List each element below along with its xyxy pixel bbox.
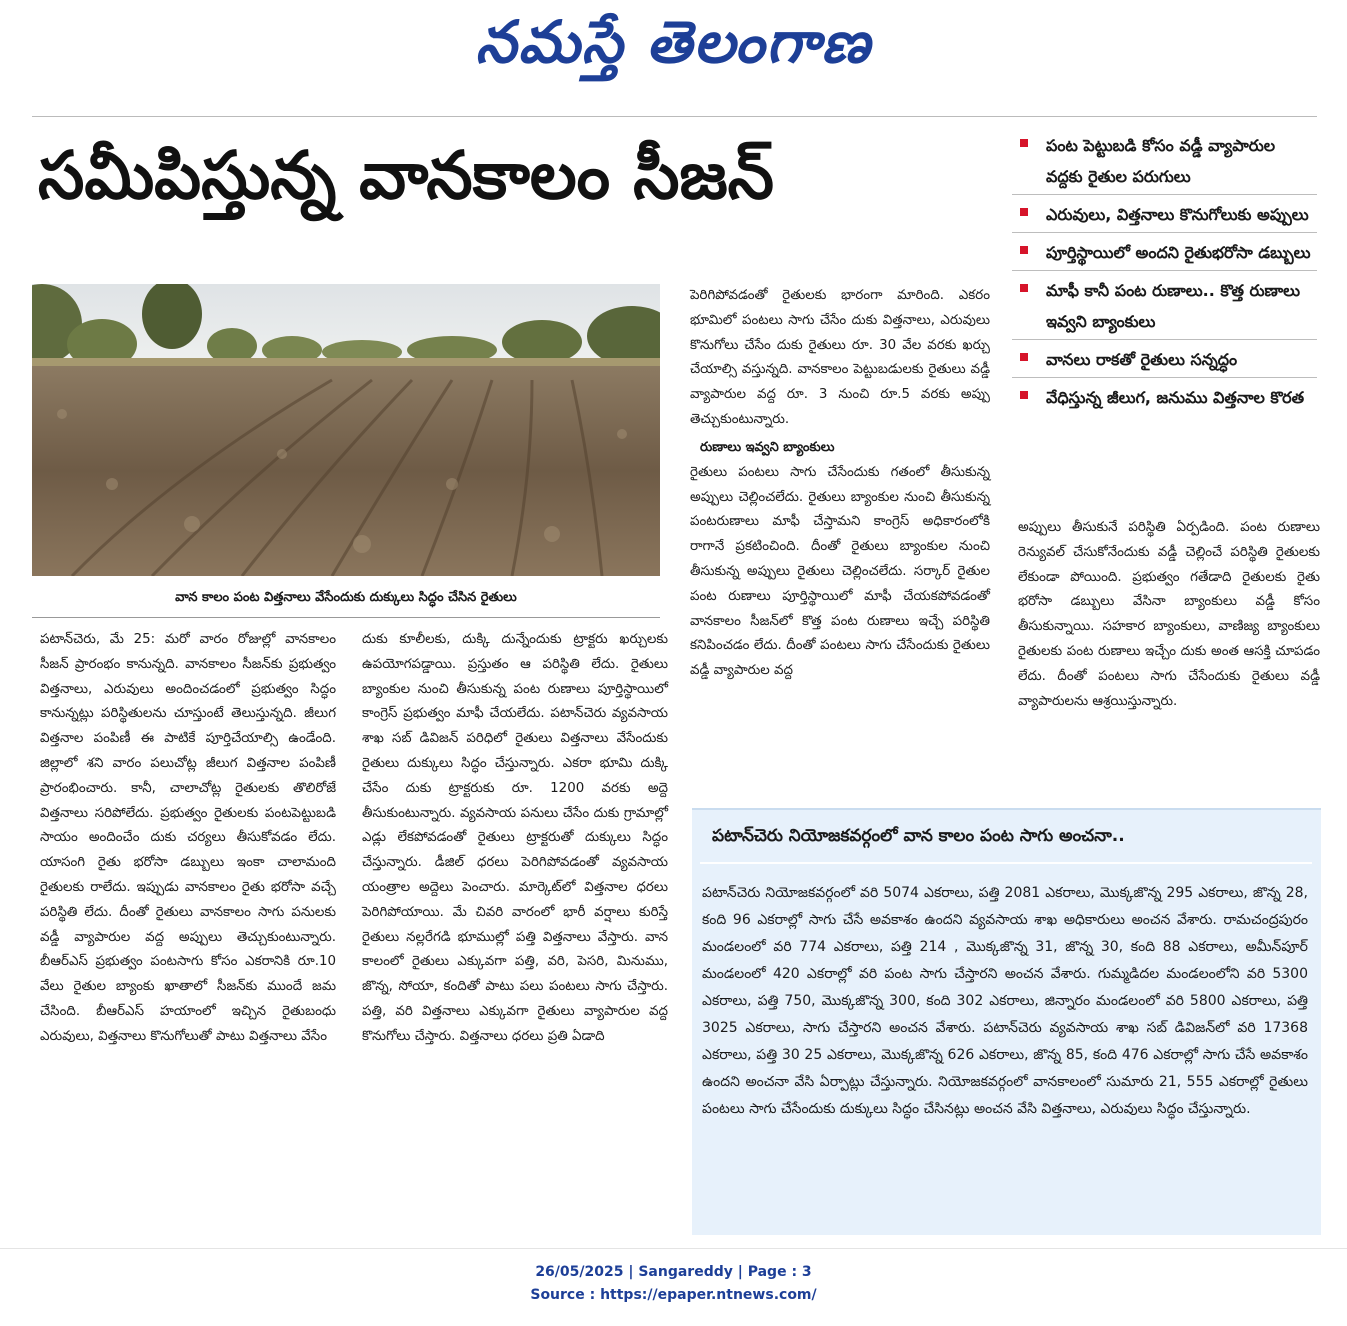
article-photo [32, 284, 660, 576]
footer-date-edition-page: 26/05/2025 | Sangareddy | Page : 3 [535, 1264, 812, 1280]
highlight-item [1012, 237, 1317, 271]
highlight-text: వేధిస్తున్న జీలుగ, జనుము విత్తనాల కొరత [1046, 388, 1305, 407]
article-headline: సమీపిస్తున్న వానకాలం సీజన్ [38, 137, 774, 214]
top-divider [32, 116, 1317, 117]
highlight-item [1012, 275, 1317, 340]
footer-source: Source : https://epaper.ntnews.com/ [530, 1287, 817, 1303]
bullet-square-icon [1020, 208, 1028, 216]
highlight-item [1012, 344, 1317, 378]
article-column-4: అప్పులు తీసుకునే పరిస్థితి ఏర్పడింది. పంట రుణాలు రెన్యువల్ చేసుకోనేందుకు వడ్డీ చెల్లించే పరిస్థితి రైతులకు లేకుండా పోయింది. ప్రభుత్వం గతేడాది రైతులకు రైతు భరోసా డబ్బులు వేసినా బ్యాంకులు వడ్డీ కోసం తీసుకున్నాయి. సహకార బ్యాంకులు, వాణిజ్య బ్యాంకులు రైతులకు పంట రుణాలు ఇచ్చేం దుకు అంత ఆసక్తి చూపడం లేదు. దీంతో పంటలు సాగు చేసేందుకు రైతులు వడ్డీ వ్యాపారులను ఆశ్రయిస్తున్నారు. [1018, 520, 1320, 709]
highlight-text: మాఫీ కానీ పంట రుణాలు.. కొత్త రుణాలు ఇవ్వని బ్యాంకులు [1046, 281, 1301, 331]
article-column-3 [690, 284, 990, 684]
article-subheading: రుణాలు ఇవ్వని బ్యాంకులు [700, 439, 835, 455]
highlight-item [1012, 199, 1317, 233]
highlights-list [1012, 130, 1317, 419]
highlight-text: ఎరువులు, విత్తనాలు కొనుగోలుకు అప్పులు [1046, 205, 1309, 224]
box-body-text: పటాన్‌చెరు నియోజకవర్గంలో వరి 5074 ఎకరాలు, పత్తి 2081 ఎకరాలు, మొక్కజొన్న 295 ఎకరాలు, జొన్న 28, కంది 96 ఎకరాల్లో సాగు చేసే అవకాశం ఉందని వ్యవసాయ శాఖ అధికారులు అంచన వేశారు. రామచంద్రపురం మండలంలో వరి 774 ఎకరాలు, పత్తి 214 , మొక్కజొన్న 31, జొన్న 30, కంది 88 ఎకరాలు, అమీన్‌పూర్ మండలంలో 420 ఎకరాల్లో వరి పంట సాగు చేస్తారని అంచన వేశారు. గుమ్మడిదల మండలంలోని వరి 5300 ఎకరాలు, పత్తి 750, మొక్కజొన్న 300, కంది 302 ఎకరాలు, జిన్నారం మండలంలో వరి 5800 ఎకరాలు, పత్తి 3025 ఎకరాలు, సాగు చేస్తారని అంచన వేశారు. పటాన్‌చెరు వ్యవసాయ శాఖ సబ్ డివిజన్‌లో వరి 17368 ఎకరాలు, పత్తి 30 25 ఎకరాలు, మొక్కజొన్న 626 ఎకరాలు, జొన్న 85, కంది 476 ఎకరాల్లో సాగు చేసే అవకాశం ఉందని అంచనా వేసి ఏర్పాట్లు చేస్తున్నారు. నియోజకవర్గంలో వానకాలంలో సుమారు 21, 555 ఎకరాల్లో రైతులు పంటలు సాగు చేసేందుకు దుక్కులు సిద్ధం చేసినట్లు అంచన వేసి విత్తనాలు, ఎరువులు సిద్ధం చేస్తున్నారు. [702, 885, 1308, 1117]
newspaper-masthead: నమస్తే తెలంగాణ [475, 8, 872, 76]
highlight-text: వానలు రాకతో రైతులు సన్నద్ధం [1046, 350, 1238, 369]
article-paragraph: పెరిగిపోవడంతో రైతులకు భారంగా మారింది. ఎకరం భూమిలో పంటలు సాగు చేసేం దుకు విత్తనాలు, ఎరువులు కొనుగోలు చేసేం దుకు రైతులు రూ. 30 వేల వరకు ఖర్చు చేయాల్సి వస్తున్నది. వానకాలం పెట్టుబడులకు రైతులు వడ్డీ వ్యాపారుల వద్ద రూ. 3 నుంచి రూ.5 వరకు అప్పు తెచ్చుకుంటున్నారు. [690, 288, 990, 427]
bullet-square-icon [1020, 391, 1028, 399]
footer-divider [0, 1248, 1347, 1249]
article-column-2: దుకు కూలీలకు, దుక్కి దున్నేందుకు ట్రాక్టరు ఖర్చులకు ఉపయోగపడ్డాయి. ప్రస్తుతం ఆ పరిస్థితి లేదు. రైతులు బ్యాంకుల నుంచి తీసుకున్న పంట రుణాలు పూర్తిస్థాయిలో కాంగ్రెస్ ప్రభుత్వం మాఫీ చేయలేదు. పటాన్‌చెరు వ్యవసాయ శాఖ సబ్ డివిజన్ పరిధిలో రైతులు విత్తనాలు వేసేందుకు రైతులు దుక్కులు సిద్ధం చేస్తున్నారు. ఎకరా భూమి దుక్కి చేసేం దుకు ట్రాక్టరుకు రూ. 1200 వరకు అద్దె తీసుకుంటున్నారు. వ్యవసాయ పనులు చేసేం దుకు గ్రామాల్లో ఎడ్లు లేకపోవడంతో రైతులు ట్రాక్టరుతో దుక్కులు సిద్ధం చేస్తున్నారు. డీజిల్ ధరలు పెరిగిపోవడంతో వ్యవసాయ యంత్రాల అద్దెలు పెంచారు. మార్కెట్‌లో విత్తనాల ధరలు పెరిగిపోయాయి. మే చివరి వారంలో భారీ వర్షాలు కురిస్తే రైతులు నల్లరేగడి భూముల్లో పత్తి విత్తనాలు వేస్తారు. వాన కాలంలో రైతులు ఎక్కువగా పత్తి, వరి, పెసరి, మినుము, జొన్న, సోయా, కందితో పాటు పలు పంటలు సాగు చేస్తారు. పత్తి, వరి విత్తనాలు ఎక్కువగా రైతులు వ్యాపారుల వద్ద కొనుగోలు చేస్తారు. విత్తనాలు ధరలు ప్రతి ఏడాది [362, 632, 668, 1044]
article-paragraph: రైతులు పంటలు సాగు చేసేందుకు గతంలో తీసుకున్న అప్పులు చెల్లించలేదు. రైతులు బ్యాంకుల నుంచి తీసుకున్న పంటరుణాలు మాఫీ చేస్తామని కాంగ్రెస్ అధికారంలోకి రాగానే ప్రకటించింది. దీంతో రైతులు బ్యాంకుల నుంచి తీసుకున్న అప్పులు రైతులు చెల్లించలేదు. సర్కార్ రైతుల పంట రుణాలు పూర్తిస్థాయిలో మాఫీ చేయకపోవడంతో వానకాలం సీజన్‌లో కొత్త పంట రుణాలు ఇచ్చే పరిస్థితి కనిపించడం లేదు. దీంతో పంటలు సాగు చేసేందుకు రైతులు వడ్డీ వ్యాపారుల వద్ద [690, 464, 990, 679]
highlight-text: పంట పెట్టుబడి కోసం వడ్డీ వ్యాపారుల వద్దకు రైతుల పరుగులు [1046, 136, 1276, 186]
article-column-1: పటాన్‌చెరు, మే 25: మరో వారం రోజుల్లో వానకాలం సీజన్ ప్రారంభం కానున్నది. వానకాలం సీజన్‌కు ప్రభుత్వం విత్తనాలు, ఎరువులు అందించడంలో ప్రభుత్వం సిద్ధం కానున్నట్లు పరిస్థితులను చూస్తుంటే తెలుస్తున్నది. జీలుగ విత్తనాల పంపిణీ ఈ పాటికే పూర్తిచేయాల్సి ఉండేంది. జిల్లాలో శని వారం పలుచోట్ల జీలుగ విత్తనాల పంపిణీ ప్రారంభించారు. కానీ, చాలాచోట్ల రైతులకు తొలిరోజే విత్తనాలు సరిపోలేదు. ప్రభుత్వం రైతులకు పంటపెట్టుబడి సాయం అందించేం దుకు చర్యలు తీసుకోవడం లేదు. యాసంగి రైతు భరోసా డబ్బులు ఇంకా చాలామంది రైతులకు రాలేదు. ఇప్పుడు వానకాలం రైతు భరోసా వచ్చే పరిస్థితి లేదు. దీంతో రైతులు వానకాలం సాగు పనులకు వడ్డీ వ్యాపారుల వద్ద అప్పులు తెచ్చుకుంటున్నారు. బీఆర్‌ఎస్ ప్రభుత్వం పంటసాగు కోసం ఎకరానికి రూ.10 వేలు రైతుల బ్యాంకు ఖాతాలో సీజన్‌కు ముందే జమ చేసింది. బీఆర్‌ఎస్ హయాంలో ఇచ్చిన రైతుబంధు ఎరువులు, విత్తనాలు కొనుగోలుతో పాటు విత్తనాలు వేసేం [40, 632, 336, 1044]
highlight-text: పూర్తిస్థాయిలో అందని రైతుభరోసా డబ్బులు [1046, 243, 1311, 262]
ploughed-field-image [32, 284, 660, 576]
bullet-square-icon [1020, 353, 1028, 361]
bullet-square-icon [1020, 246, 1028, 254]
box-title-divider [700, 862, 1312, 864]
photo-caption: వాన కాలం పంట విత్తనాలు వేసేందుకు దుక్కులు సిద్ధం చేసిన రైతులు [175, 590, 517, 605]
bullet-square-icon [1020, 139, 1028, 147]
caption-divider [32, 617, 660, 618]
bullet-square-icon [1020, 284, 1028, 292]
highlight-item [1012, 382, 1317, 415]
box-title: పటాన్‌చెరు నియోజకవర్గంలో వాన కాలం పంట సాగు అంచనా.. [712, 826, 1125, 846]
highlight-item [1012, 130, 1317, 195]
